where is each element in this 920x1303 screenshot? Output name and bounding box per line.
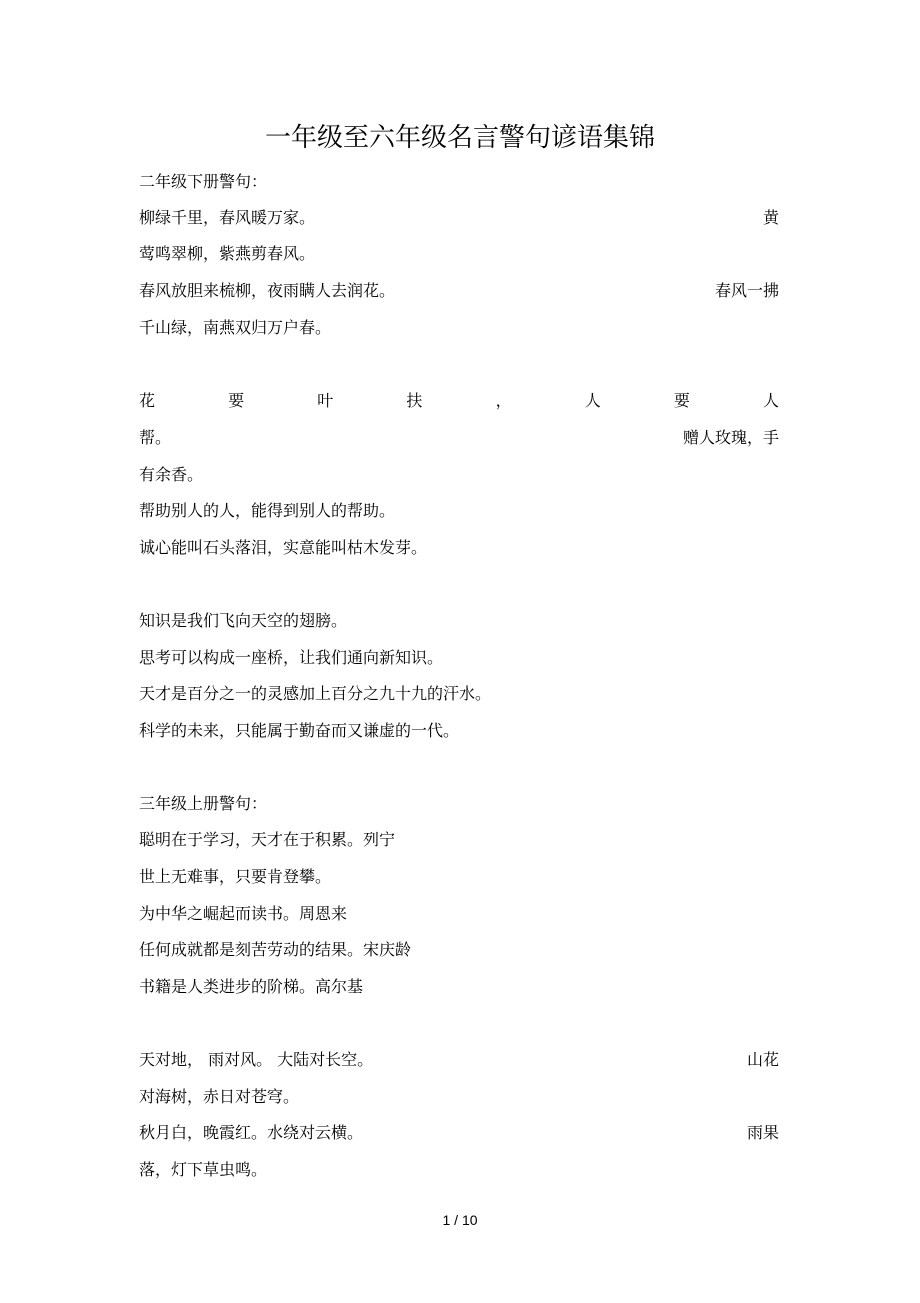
line-text: 天才是百分之一的灵感加上百分之九十九的汗水。 bbox=[139, 684, 492, 703]
text-line bbox=[139, 609, 779, 633]
section-heading bbox=[139, 792, 779, 816]
line-text: 帮。 bbox=[139, 428, 172, 447]
text-line bbox=[139, 828, 779, 852]
spread-char: 扶 bbox=[406, 391, 423, 410]
line-text-right: 赠人玫瑰，手 bbox=[682, 428, 779, 447]
text-line-justified bbox=[139, 389, 779, 413]
text-line bbox=[139, 938, 779, 962]
spread-char: 人 bbox=[584, 391, 601, 410]
line-text: 知识是我们飞向天空的翅膀。 bbox=[139, 611, 348, 630]
page-number: 1 / 10 bbox=[442, 1212, 478, 1228]
spread-char: 要 bbox=[228, 391, 245, 410]
text-line bbox=[139, 1085, 779, 1109]
text-line bbox=[139, 1158, 779, 1182]
text-line bbox=[139, 206, 779, 230]
line-text-right: 黄 bbox=[762, 208, 779, 227]
text-line bbox=[139, 536, 779, 560]
line-text: 千山绿，南燕双归万户春。 bbox=[139, 318, 332, 337]
text-line bbox=[139, 242, 779, 266]
line-text: 天对地， 雨对风。 大陆对长空。 bbox=[139, 1050, 374, 1069]
line-text: 聪明在于学习，天才在于积累。列宁 bbox=[139, 830, 396, 849]
line-text: 诚心能叫石头落泪，实意能叫枯木发芽。 bbox=[139, 538, 428, 557]
text-line bbox=[139, 1121, 779, 1145]
spread-char: 人 bbox=[762, 391, 779, 410]
line-text: 柳绿千里，春风暖万家。 bbox=[139, 208, 316, 227]
document-title: 一年级至六年级名言警句谚语集锦 bbox=[264, 123, 655, 153]
text-line bbox=[139, 902, 779, 926]
line-text: 落，灯下草虫鸣。 bbox=[139, 1160, 268, 1179]
spread-char: 叶 bbox=[317, 391, 334, 410]
spread-char: 花 bbox=[139, 391, 156, 410]
text-line bbox=[139, 719, 779, 743]
line-text-right: 山花 bbox=[746, 1050, 779, 1069]
line-text: 三年级上册警句： bbox=[139, 794, 268, 813]
line-text: 为中华之崛起而读书。周恩来 bbox=[139, 904, 348, 923]
text-line bbox=[139, 975, 779, 999]
section-heading bbox=[139, 170, 779, 194]
line-text: 科学的未来，只能属于勤奋而又谦虚的一代。 bbox=[139, 721, 460, 740]
text-line bbox=[139, 682, 779, 706]
line-text: 世上无难事，只要肯登攀。 bbox=[139, 867, 332, 886]
line-text-right: 雨果 bbox=[746, 1123, 779, 1142]
text-line bbox=[139, 279, 779, 303]
text-line bbox=[139, 865, 779, 889]
spread-char: ， bbox=[495, 391, 512, 410]
line-text: 书籍是人类进步的阶梯。高尔基 bbox=[139, 977, 364, 996]
line-text: 帮助别人的人，能得到别人的帮助。 bbox=[139, 501, 396, 520]
text-line bbox=[139, 1048, 779, 1072]
line-text: 有余香。 bbox=[139, 465, 204, 484]
text-line bbox=[139, 426, 779, 450]
text-line bbox=[139, 646, 779, 670]
line-text: 莺鸣翠柳，紫燕剪春风。 bbox=[139, 244, 316, 263]
line-text: 春风放胆来梳柳，夜雨瞒人去润花。 bbox=[139, 281, 396, 300]
line-text: 任何成就都是刻苦劳动的结果。宋庆龄 bbox=[139, 940, 412, 959]
line-text: 对海树，赤日对苍穹。 bbox=[139, 1087, 300, 1106]
text-line bbox=[139, 316, 779, 340]
line-text: 秋月白，晚霞红。水绕对云横。 bbox=[139, 1123, 364, 1142]
text-line bbox=[139, 499, 779, 523]
line-text: 思考可以构成一座桥，让我们通向新知识。 bbox=[139, 648, 444, 667]
line-text: 二年级下册警句： bbox=[139, 172, 268, 191]
spread-char: 要 bbox=[673, 391, 690, 410]
line-text-right: 春风一拂 bbox=[714, 281, 779, 300]
text-line bbox=[139, 463, 779, 487]
